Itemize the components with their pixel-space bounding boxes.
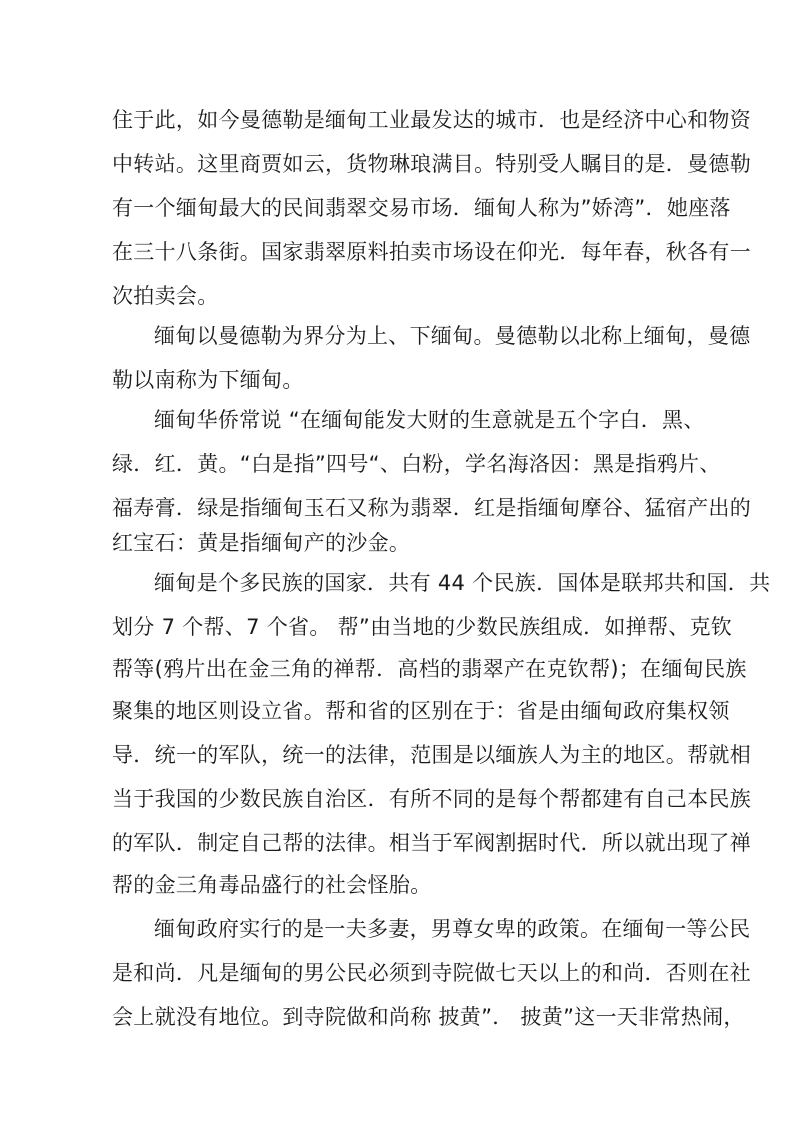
text-line: 帮的金三角毒品盛行的社会怪胎。 [112, 873, 432, 897]
text-line: 聚集的地区则设立省。帮和省的区别在于：省是由缅甸政府集权领 [112, 699, 730, 723]
text-line: 次拍卖会。 [112, 284, 219, 308]
text-line: 缅甸以曼德勒为界分为上、下缅甸。曼德勒以北称上缅甸，曼德 [154, 324, 751, 348]
text-line: 缅甸是个多民族的国家．共有 44 个民族．国体是联邦共和国．共 [154, 571, 771, 595]
text-line: 的军队．制定自己帮的法律。相当于军阀割据时代．所以就出现了禅 [112, 831, 751, 855]
text-line: 福寿膏．绿是指缅甸玉石又称为翡翠．红是指缅甸摩谷、猛宿产出的 [112, 496, 751, 520]
text-line: 在三十八条街。国家翡翠原料拍卖市场设在仰光．每年春，秋各有一 [112, 240, 751, 264]
text-line: 是和尚．凡是缅甸的男公民必须到寺院做七天以上的和尚．否则在社 [112, 961, 751, 985]
text-line: 绿．红．黄。“白是指”四号“、白粉，学名海洛因：黑是指鸦片、 [112, 452, 721, 476]
text-line: 缅甸政府实行的是一夫多妻，男尊女卑的政策。在缅甸一等公民 [154, 917, 751, 941]
text-line: 住于此，如今曼德勒是缅甸工业最发达的城市．也是经济中心和物资 [112, 108, 751, 132]
text-line: 有一个缅甸最大的民间翡翠交易市场．缅甸人称为”娇湾”．她座落 [112, 196, 731, 220]
text-line: 中转站。这里商贾如云，货物琳琅满目。特别受人瞩目的是．曼德勒 [112, 152, 751, 176]
text-line: 划分 7 个帮、7 个省。 帮”由当地的少数民族组成．如掸帮、克钦 [112, 615, 733, 639]
text-line: 帮等(鸦片出在金三角的禅帮．高档的翡翠产在克钦帮)；在缅甸民族 [112, 657, 747, 681]
text-line: 勒以南称为下缅甸。 [112, 368, 304, 392]
text-line: 导．统一的军队，统一的法律，范围是以缅族人为主的地区。帮就相 [112, 743, 751, 767]
text-line: 红宝石：黄是指缅甸产的沙金。 [112, 531, 411, 555]
text-line: 会上就没有地位。到寺院做和尚称 披黄”． 披黄”这一天非常热闹， [112, 1005, 745, 1029]
text-line: 缅甸华侨常说 “在缅甸能发大财的生意就是五个字白．黑、 [154, 408, 705, 432]
text-line: 当于我国的少数民族自治区．有所不同的是每个帮都建有自己本民族 [112, 787, 751, 811]
